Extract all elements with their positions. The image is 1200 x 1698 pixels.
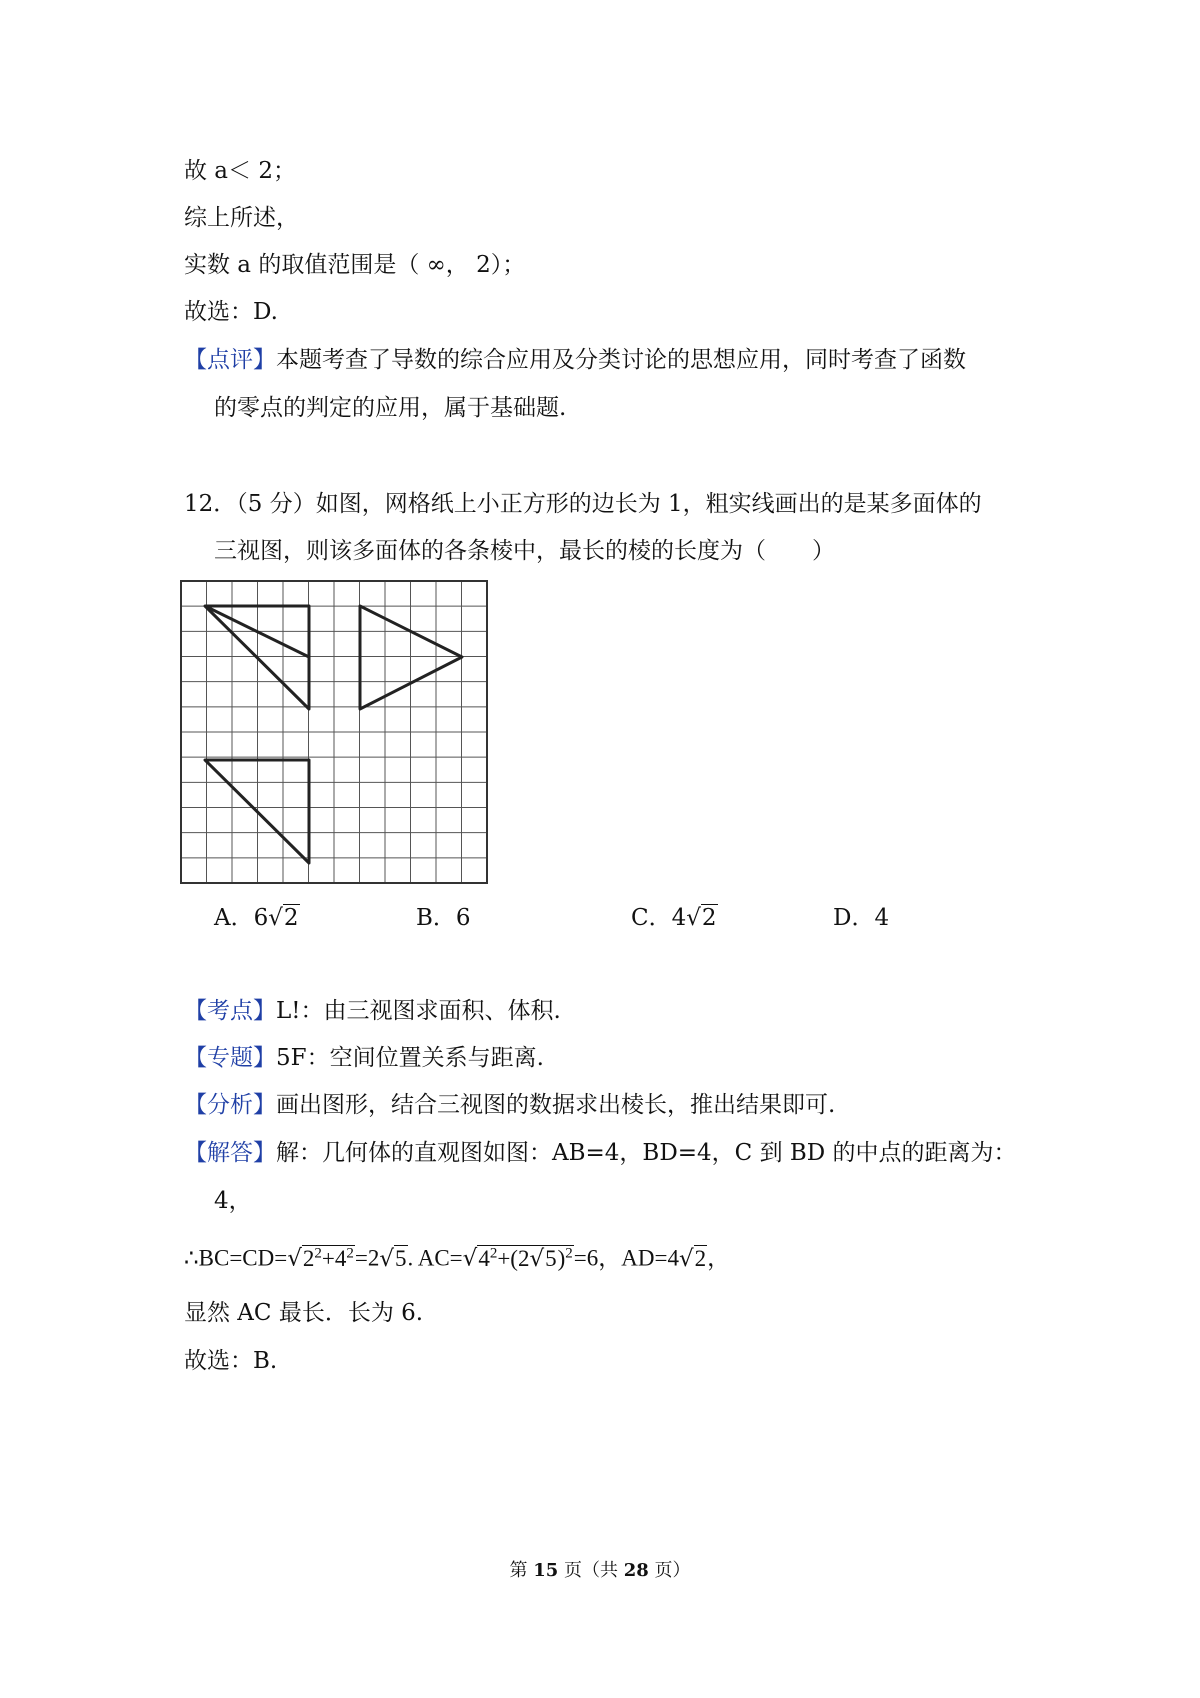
zhuanti-text: 5F：空间位置关系与距离. bbox=[276, 1045, 544, 1071]
option-b[interactable]: B．6 bbox=[416, 905, 471, 931]
sqrt-symbol: √2 bbox=[268, 905, 299, 931]
eq-result: =2 bbox=[354, 1245, 380, 1271]
text-line: 综上所述， bbox=[184, 205, 299, 231]
review-line-2: 的零点的判定的应用，属于基础题. bbox=[214, 395, 567, 421]
page-number: 15 bbox=[533, 1560, 559, 1581]
zhuanti-tag: 【专题】 bbox=[184, 1045, 276, 1071]
jieda-text: 解：几何体的直观图如图：AB=4，BD=4，C 到 BD 的中点的距离为： bbox=[276, 1140, 1017, 1166]
eq-term: 5 bbox=[545, 1245, 557, 1271]
fenxi-text: 画出图形，结合三视图的数据求出棱长，推出结果即可. bbox=[276, 1092, 836, 1118]
eq-prefix: ∴BC=CD= bbox=[184, 1245, 288, 1271]
text-line: 实数 a 的取值范围是（ ∞， 2）； bbox=[184, 252, 526, 278]
sqrt-symbol: $√2^2+4^2$ bbox=[287, 1245, 354, 1272]
question-line-2: 三视图，则该多面体的各条棱中，最长的棱的长度为（ ） bbox=[214, 538, 835, 564]
sqrt-symbol: √5 bbox=[379, 1245, 407, 1272]
option-c-radicand: 2 bbox=[701, 905, 717, 931]
eq-term: +(2 bbox=[497, 1245, 530, 1271]
text-line: 故选：D. bbox=[184, 299, 278, 325]
footer-mid: 页（共 bbox=[564, 1560, 618, 1581]
fenxi-line bbox=[184, 1090, 835, 1120]
zhuanti-line bbox=[184, 1043, 544, 1073]
eq-end: ， bbox=[707, 1245, 731, 1271]
kaodian-line bbox=[184, 996, 561, 1026]
question-line: 12．（5 分）如图，网格纸上小正方形的边长为 1，粗实线画出的是某多面体的 bbox=[184, 491, 982, 517]
review-text: 本题考查了导数的综合应用及分类讨论的思想应用，同时考查了函数 bbox=[276, 347, 966, 373]
answer-line: 故选：B. bbox=[184, 1348, 278, 1374]
option-c-label: C．4 bbox=[631, 905, 687, 931]
eq-radicand: 2 bbox=[694, 1245, 707, 1271]
eq-radicand: 5 bbox=[395, 1245, 407, 1271]
option-c[interactable] bbox=[631, 903, 718, 933]
sqrt-symbol: √2 bbox=[686, 905, 717, 931]
review-tag: 【点评】 bbox=[184, 347, 276, 373]
option-a-radicand: 2 bbox=[283, 905, 299, 931]
eq-term: 4 bbox=[478, 1245, 490, 1271]
fenxi-tag: 【分析】 bbox=[184, 1092, 276, 1118]
footer-post: 页） bbox=[654, 1560, 691, 1581]
footer-pre: 第 bbox=[509, 1560, 528, 1581]
three-view-figure bbox=[180, 580, 490, 886]
sqrt-symbol: $√4^2+(2√5)^2$ bbox=[462, 1245, 573, 1272]
jieda-continuation: 4， bbox=[214, 1188, 252, 1214]
option-a-label: A．6 bbox=[214, 905, 269, 931]
sqrt-symbol: √2 bbox=[678, 1245, 707, 1272]
text-line: 故 a＜ 2； bbox=[184, 158, 296, 184]
conclusion-line: 显然 AC 最长．长为 6. bbox=[184, 1300, 424, 1326]
equation-line bbox=[184, 1238, 730, 1274]
eq-ac-prefix: . AC= bbox=[407, 1245, 463, 1271]
sqrt-symbol: √5 bbox=[529, 1245, 557, 1272]
eq-ac-result: =6，AD=4 bbox=[573, 1245, 679, 1271]
kaodian-text: L!：由三视图求面积、体积. bbox=[276, 998, 561, 1024]
jieda-line bbox=[184, 1138, 1017, 1168]
option-a[interactable] bbox=[214, 903, 300, 933]
eq-term: 2 bbox=[302, 1245, 315, 1271]
page-footer bbox=[0, 1556, 1200, 1582]
eq-term: 4 bbox=[334, 1245, 347, 1271]
kaodian-tag: 【考点】 bbox=[184, 998, 276, 1024]
total-pages: 28 bbox=[623, 1560, 649, 1581]
jieda-tag: 【解答】 bbox=[184, 1140, 276, 1166]
option-d[interactable]: D．4 bbox=[833, 905, 890, 931]
review-line bbox=[184, 345, 966, 375]
